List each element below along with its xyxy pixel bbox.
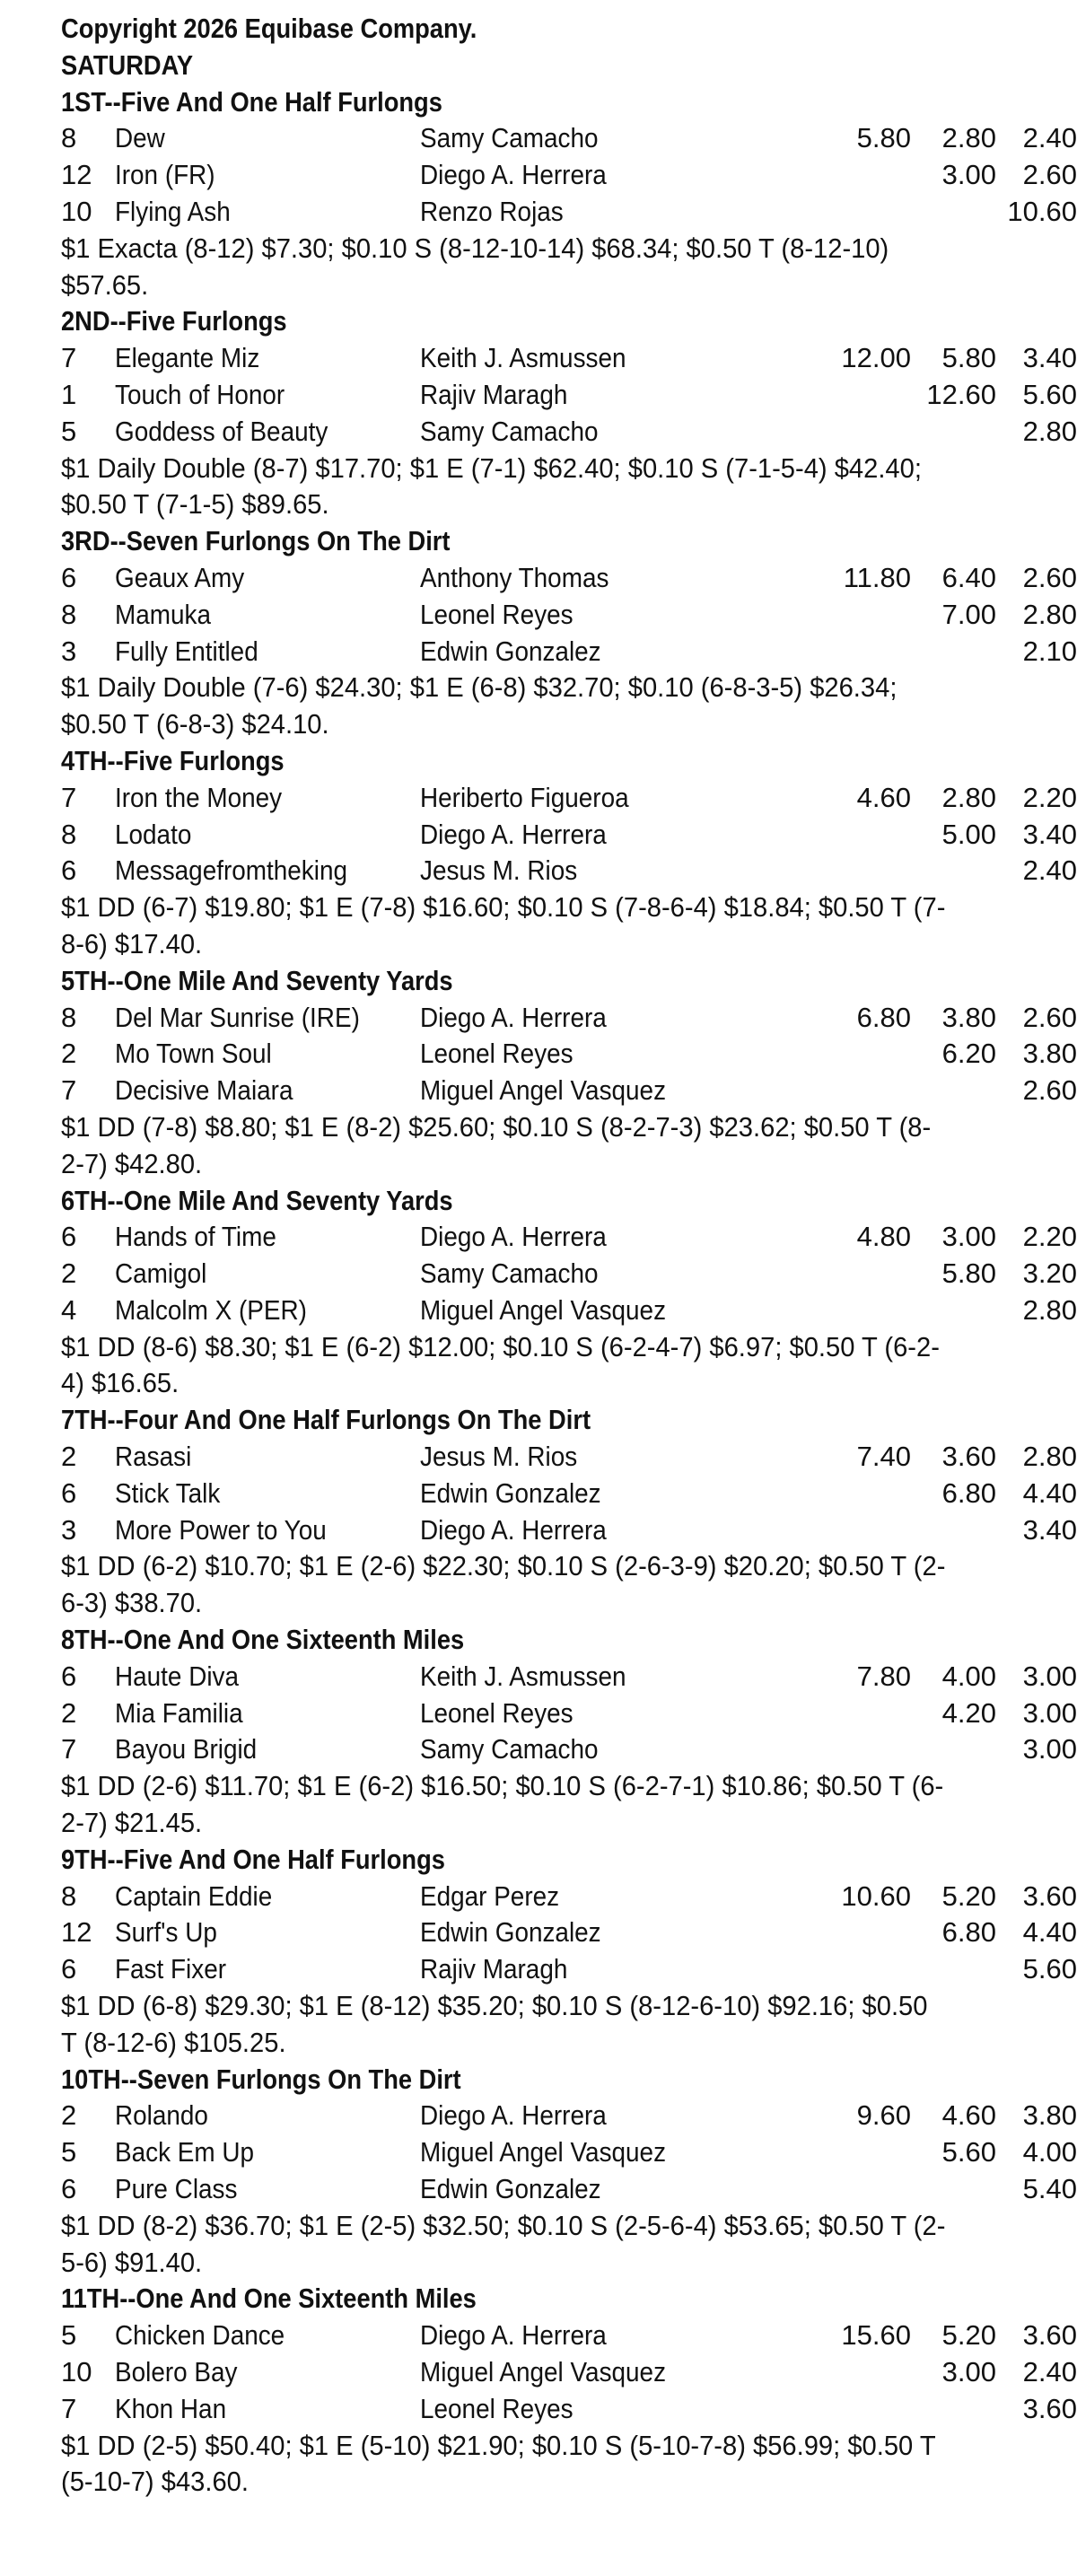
place-payout: 5.20 xyxy=(941,1879,996,1912)
post-number: 3 xyxy=(61,635,77,667)
finisher-row xyxy=(61,1659,1077,1695)
race-heading: 5TH--One Mile And Seventy Yards xyxy=(61,964,453,996)
post-number: 8 xyxy=(61,598,77,630)
exotic-payouts: $1 DD (6-8) $29.30; $1 E (8-12) $35.20; $0.10 S (8-12-6-10) $92.16; $0.50 T (8-12-6) $105.25. xyxy=(61,1990,928,2058)
horse-name: Fully Entitled xyxy=(115,635,258,667)
post-number: 2 xyxy=(61,1441,77,1473)
horse-name: Surf's Up xyxy=(115,1916,217,1949)
exotic-payouts: $1 DD (6-7) $19.80; $1 E (7-8) $16.60; $0.10 S (7-8-6-4) $18.84; $0.50 T (7-8-6) $17.40. xyxy=(61,891,946,959)
copyright-line: Copyright 2026 Equibase Company. xyxy=(61,13,477,44)
win-payout: 4.60 xyxy=(856,781,911,813)
win-payout: 12.00 xyxy=(841,342,911,374)
horse-name: Flying Ash xyxy=(115,195,231,227)
race-block xyxy=(61,523,1077,743)
post-number: 12 xyxy=(61,159,92,191)
jockey-name: Miguel Angel Vasquez xyxy=(420,1293,667,1326)
exotic-payouts: $1 DD (6-2) $10.70; $1 E (2-6) $22.30; $0.10 S (2-6-3-9) $20.20; $0.50 T (2-6-3) $38.70. xyxy=(61,1550,946,1619)
post-number: 6 xyxy=(61,1476,77,1509)
show-payout: 5.60 xyxy=(1022,378,1077,410)
jockey-name: Rajiv Maragh xyxy=(420,1953,568,1985)
horse-name: Camigol xyxy=(115,1257,207,1290)
race-heading: 7TH--Four And One Half Furlongs On The Dirt xyxy=(61,1404,591,1436)
finisher-row xyxy=(61,1731,1077,1768)
place-payout: 5.60 xyxy=(941,2136,996,2169)
show-payout: 2.80 xyxy=(1022,1293,1077,1326)
exotic-payouts: $1 DD (8-6) $8.30; $1 E (6-2) $12.00; $0.10 S (6-2-4-7) $6.97; $0.50 T (6-2-4) $16.65. xyxy=(61,1330,940,1399)
finisher-row xyxy=(61,377,1077,414)
win-payout: 9.60 xyxy=(856,2099,911,2132)
horse-name: Lodato xyxy=(115,818,192,850)
horse-name: Dew xyxy=(115,122,165,154)
win-payout: 7.40 xyxy=(856,1441,911,1473)
finisher-row xyxy=(61,1256,1077,1292)
place-payout: 5.20 xyxy=(941,2319,996,2352)
finisher-row xyxy=(61,1439,1077,1476)
post-number: 4 xyxy=(61,1293,77,1326)
finisher-row xyxy=(61,1512,1077,1549)
show-payout: 2.40 xyxy=(1022,854,1077,887)
post-number: 8 xyxy=(61,122,77,154)
finisher-row xyxy=(61,157,1077,194)
post-number: 6 xyxy=(61,854,77,887)
post-number: 8 xyxy=(61,818,77,850)
jockey-name: Miguel Angel Vasquez xyxy=(420,1074,667,1107)
horse-name: More Power to You xyxy=(115,1513,327,1546)
show-payout: 2.40 xyxy=(1022,122,1077,154)
jockey-name: Miguel Angel Vasquez xyxy=(420,2356,667,2388)
show-payout: 4.00 xyxy=(1022,2136,1077,2169)
race-heading: 9TH--Five And One Half Furlongs xyxy=(61,1843,445,1875)
show-payout: 5.40 xyxy=(1022,2173,1077,2205)
place-payout: 3.00 xyxy=(941,159,996,191)
place-payout: 6.40 xyxy=(941,561,996,593)
post-number: 5 xyxy=(61,2319,77,2352)
win-payout: 4.80 xyxy=(856,1221,911,1253)
jockey-name: Samy Camacho xyxy=(420,1733,599,1766)
show-payout: 2.60 xyxy=(1022,561,1077,593)
horse-name: Goddess of Beauty xyxy=(115,415,328,447)
day-heading: SATURDAY xyxy=(61,48,194,81)
jockey-name: Samy Camacho xyxy=(420,1257,599,1290)
horse-name: Chicken Dance xyxy=(115,2319,285,2352)
post-number: 5 xyxy=(61,2136,77,2169)
finisher-row xyxy=(61,120,1077,157)
finisher-row xyxy=(61,1292,1077,1329)
show-payout: 2.60 xyxy=(1022,1074,1077,1107)
post-number: 7 xyxy=(61,342,77,374)
horse-name: Mo Town Soul xyxy=(115,1038,272,1070)
show-payout: 2.60 xyxy=(1022,1001,1077,1033)
finisher-row xyxy=(61,560,1077,597)
place-payout: 6.80 xyxy=(941,1476,996,1509)
horse-name: Bayou Brigid xyxy=(115,1733,258,1766)
show-payout: 3.60 xyxy=(1022,1879,1077,1912)
finisher-row xyxy=(61,340,1077,377)
show-payout: 3.20 xyxy=(1022,1257,1077,1290)
jockey-name: Jesus M. Rios xyxy=(420,854,578,887)
finisher-row xyxy=(61,2098,1077,2134)
horse-name: Decisive Maiara xyxy=(115,1074,293,1107)
place-payout: 3.80 xyxy=(941,1001,996,1033)
jockey-name: Edwin Gonzalez xyxy=(420,1476,601,1509)
race-heading: 4TH--Five Furlongs xyxy=(61,744,285,776)
horse-name: Del Mar Sunrise (IRE) xyxy=(115,1001,360,1033)
jockey-name: Diego A. Herrera xyxy=(420,1513,607,1546)
show-payout: 2.20 xyxy=(1022,781,1077,813)
post-number: 8 xyxy=(61,1001,77,1033)
finisher-row xyxy=(61,1951,1077,1988)
exotic-payouts: $1 Exacta (8-12) $7.30; $0.10 S (8-12-10-14) $68.34; $0.50 T (8-12-10) $57.65. xyxy=(61,232,889,301)
finisher-row xyxy=(61,1219,1077,1256)
jockey-name: Renzo Rojas xyxy=(420,195,564,227)
jockey-name: Keith J. Asmussen xyxy=(420,1660,626,1692)
horse-name: Messagefromtheking xyxy=(115,854,347,887)
race-block xyxy=(61,2062,1077,2282)
jockey-name: Diego A. Herrera xyxy=(420,2099,607,2132)
show-payout: 2.80 xyxy=(1022,415,1077,447)
post-number: 10 xyxy=(61,2356,92,2388)
place-payout: 12.60 xyxy=(926,378,996,410)
race-block xyxy=(61,1402,1077,1622)
show-payout: 3.80 xyxy=(1022,2099,1077,2132)
race-heading: 3RD--Seven Furlongs On The Dirt xyxy=(61,525,451,557)
post-number: 5 xyxy=(61,415,77,447)
race-heading: 1ST--Five And One Half Furlongs xyxy=(61,85,442,118)
post-number: 2 xyxy=(61,1257,77,1290)
horse-name: Bolero Bay xyxy=(115,2356,238,2388)
place-payout: 4.20 xyxy=(941,1696,996,1729)
horse-name: Geaux Amy xyxy=(115,561,245,593)
post-number: 12 xyxy=(61,1916,92,1949)
post-number: 6 xyxy=(61,561,77,593)
exotic-payouts: $1 Daily Double (8-7) $17.70; $1 E (7-1) $62.40; $0.10 S (7-1-5-4) $42.40; $0.50 T (7-1-5) $89.65. xyxy=(61,451,922,521)
place-payout: 6.20 xyxy=(941,1038,996,1070)
win-payout: 5.80 xyxy=(856,122,911,154)
race-heading: 2ND--Five Furlongs xyxy=(61,305,287,337)
win-payout: 6.80 xyxy=(856,1001,911,1033)
race-heading: 6TH--One Mile And Seventy Yards xyxy=(61,1184,453,1216)
jockey-name: Samy Camacho xyxy=(420,122,599,154)
jockey-name: Rajiv Maragh xyxy=(420,378,568,410)
show-payout: 3.80 xyxy=(1022,1038,1077,1070)
exotic-payouts: $1 DD (2-5) $50.40; $1 E (5-10) $21.90; $0.10 S (5-10-7-8) $56.99; $0.50 T (5-10-7) $43.60. xyxy=(61,2429,936,2498)
finisher-row xyxy=(61,1036,1077,1073)
place-payout: 4.00 xyxy=(941,1660,996,1692)
finisher-row xyxy=(61,780,1077,817)
finisher-row xyxy=(61,1073,1077,1109)
horse-name: Stick Talk xyxy=(115,1476,221,1509)
finisher-row xyxy=(61,1476,1077,1512)
jockey-name: Anthony Thomas xyxy=(420,561,609,593)
exotic-payouts: $1 DD (7-8) $8.80; $1 E (8-2) $25.60; $0.10 S (8-2-7-3) $23.62; $0.50 T (8-2-7) $42.80. xyxy=(61,1110,932,1179)
finisher-row xyxy=(61,817,1077,854)
exotic-payouts: $1 DD (8-2) $36.70; $1 E (2-5) $32.50; $0.10 S (2-5-6-4) $53.65; $0.50 T (2-5-6) $91.40. xyxy=(61,2209,946,2278)
horse-name: Mamuka xyxy=(115,598,211,630)
jockey-name: Leonel Reyes xyxy=(420,598,574,630)
finisher-row xyxy=(61,1695,1077,1732)
place-payout: 6.80 xyxy=(941,1916,996,1949)
race-heading: 10TH--Seven Furlongs On The Dirt xyxy=(61,2063,461,2095)
post-number: 6 xyxy=(61,1660,77,1692)
race-block xyxy=(61,743,1077,963)
horse-name: Rasasi xyxy=(115,1441,192,1473)
post-number: 6 xyxy=(61,1221,77,1253)
jockey-name: Heriberto Figueroa xyxy=(420,781,629,813)
race-block xyxy=(61,2281,1077,2501)
race-block xyxy=(61,303,1077,523)
show-payout: 3.00 xyxy=(1022,1660,1077,1692)
race-block xyxy=(61,1183,1077,1403)
post-number: 6 xyxy=(61,2173,77,2205)
post-number: 1 xyxy=(61,378,77,410)
jockey-name: Edwin Gonzalez xyxy=(420,635,601,667)
finisher-row xyxy=(61,194,1077,231)
post-number: 2 xyxy=(61,1696,77,1729)
show-payout: 2.20 xyxy=(1022,1221,1077,1253)
jockey-name: Edwin Gonzalez xyxy=(420,1916,601,1949)
show-payout: 2.80 xyxy=(1022,598,1077,630)
exotic-payouts: $1 Daily Double (7-6) $24.30; $1 E (6-8) $32.70; $0.10 (6-8-3-5) $26.34; $0.50 T (6-8-3) $24.10. xyxy=(61,671,898,740)
finisher-row xyxy=(61,853,1077,889)
race-block xyxy=(61,1842,1077,2062)
horse-name: Captain Eddie xyxy=(115,1879,273,1912)
finisher-row xyxy=(61,2354,1077,2391)
jockey-name: Keith J. Asmussen xyxy=(420,342,626,374)
jockey-name: Leonel Reyes xyxy=(420,2392,574,2424)
race-block xyxy=(61,84,1077,304)
jockey-name: Diego A. Herrera xyxy=(420,1001,607,1033)
jockey-name: Diego A. Herrera xyxy=(420,818,607,850)
race-heading: 8TH--One And One Sixteenth Miles xyxy=(61,1624,465,1656)
post-number: 10 xyxy=(61,195,92,227)
post-number: 3 xyxy=(61,1513,77,1546)
horse-name: Khon Han xyxy=(115,2392,227,2424)
show-payout: 2.40 xyxy=(1022,2356,1077,2388)
finisher-row xyxy=(61,2134,1077,2171)
place-payout: 5.80 xyxy=(941,1257,996,1290)
finisher-row xyxy=(61,414,1077,451)
race-block xyxy=(61,1622,1077,1842)
show-payout: 10.60 xyxy=(1007,195,1077,227)
horse-name: Touch of Honor xyxy=(115,378,285,410)
win-payout: 10.60 xyxy=(841,1879,911,1912)
jockey-name: Diego A. Herrera xyxy=(420,2319,607,2352)
place-payout: 5.00 xyxy=(941,818,996,850)
horse-name: Elegante Miz xyxy=(115,342,260,374)
jockey-name: Edwin Gonzalez xyxy=(420,2173,601,2205)
win-payout: 7.80 xyxy=(856,1660,911,1692)
show-payout: 5.60 xyxy=(1022,1953,1077,1985)
show-payout: 4.40 xyxy=(1022,1476,1077,1509)
jockey-name: Jesus M. Rios xyxy=(420,1441,578,1473)
finisher-row xyxy=(61,2318,1077,2354)
finisher-row xyxy=(61,597,1077,634)
post-number: 6 xyxy=(61,1953,77,1985)
show-payout: 4.40 xyxy=(1022,1916,1077,1949)
post-number: 2 xyxy=(61,2099,77,2132)
show-payout: 3.40 xyxy=(1022,342,1077,374)
race-block xyxy=(61,963,1077,1183)
post-number: 8 xyxy=(61,1879,77,1912)
show-payout: 2.80 xyxy=(1022,1441,1077,1473)
jockey-name: Miguel Angel Vasquez xyxy=(420,2136,667,2169)
horse-name: Rolando xyxy=(115,2099,208,2132)
race-heading: 11TH--One And One Sixteenth Miles xyxy=(61,2282,477,2315)
jockey-name: Edgar Perez xyxy=(420,1879,560,1912)
post-number: 7 xyxy=(61,1733,77,1766)
horse-name: Fast Fixer xyxy=(115,1953,227,1985)
exotic-payouts: $1 DD (2-6) $11.70; $1 E (6-2) $16.50; $0.10 S (6-2-7-1) $10.86; $0.50 T (6-2-7) $21.45. xyxy=(61,1770,944,1839)
show-payout: 3.00 xyxy=(1022,1696,1077,1729)
show-payout: 2.60 xyxy=(1022,159,1077,191)
finisher-row xyxy=(61,2391,1077,2428)
show-payout: 3.60 xyxy=(1022,2319,1077,2352)
post-number: 7 xyxy=(61,781,77,813)
place-payout: 3.60 xyxy=(941,1441,996,1473)
post-number: 2 xyxy=(61,1038,77,1070)
jockey-name: Leonel Reyes xyxy=(420,1696,574,1729)
place-payout: 2.80 xyxy=(941,122,996,154)
horse-name: Mia Familia xyxy=(115,1696,243,1729)
place-payout: 7.00 xyxy=(941,598,996,630)
show-payout: 3.40 xyxy=(1022,818,1077,850)
horse-name: Iron (FR) xyxy=(115,159,215,191)
post-number: 7 xyxy=(61,2392,77,2424)
place-payout: 2.80 xyxy=(941,781,996,813)
race-results-list xyxy=(61,84,1077,2502)
place-payout: 4.60 xyxy=(941,2099,996,2132)
show-payout: 3.40 xyxy=(1022,1513,1077,1546)
place-payout: 5.80 xyxy=(941,342,996,374)
finisher-row xyxy=(61,1000,1077,1037)
horse-name: Malcolm X (PER) xyxy=(115,1293,307,1326)
jockey-name: Diego A. Herrera xyxy=(420,159,607,191)
finisher-row xyxy=(61,1879,1077,1915)
horse-name: Back Em Up xyxy=(115,2136,255,2169)
show-payout: 2.10 xyxy=(1022,635,1077,667)
win-payout: 15.60 xyxy=(841,2319,911,2352)
horse-name: Iron the Money xyxy=(115,781,283,813)
place-payout: 3.00 xyxy=(941,2356,996,2388)
place-payout: 3.00 xyxy=(941,1221,996,1253)
horse-name: Hands of Time xyxy=(115,1221,276,1253)
jockey-name: Diego A. Herrera xyxy=(420,1221,607,1253)
show-payout: 3.00 xyxy=(1022,1733,1077,1766)
post-number: 7 xyxy=(61,1074,77,1107)
horse-name: Haute Diva xyxy=(115,1660,240,1692)
finisher-row xyxy=(61,634,1077,670)
jockey-name: Samy Camacho xyxy=(420,415,599,447)
horse-name: Pure Class xyxy=(115,2173,238,2205)
finisher-row xyxy=(61,2171,1077,2208)
win-payout: 11.80 xyxy=(843,561,911,593)
show-payout: 3.60 xyxy=(1022,2392,1077,2424)
jockey-name: Leonel Reyes xyxy=(420,1038,574,1070)
finisher-row xyxy=(61,1914,1077,1951)
